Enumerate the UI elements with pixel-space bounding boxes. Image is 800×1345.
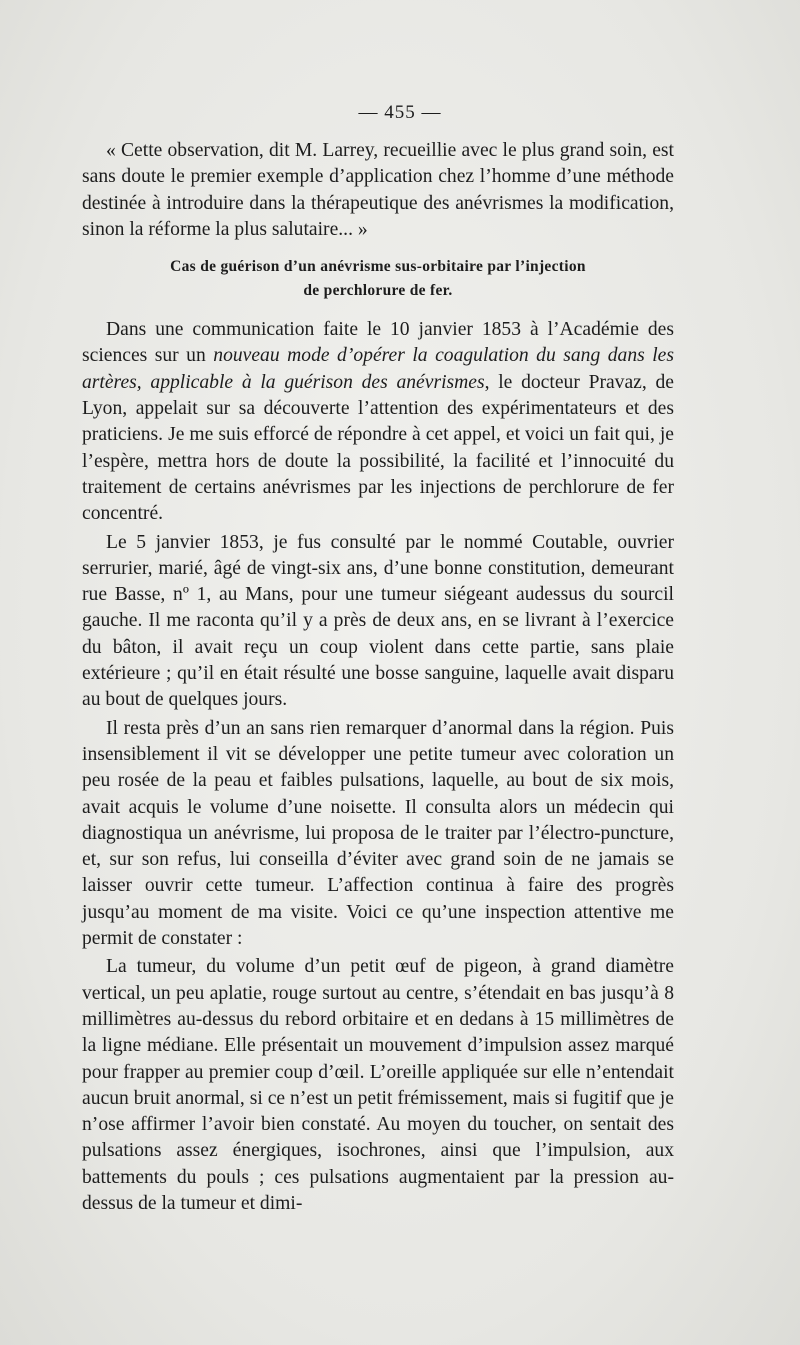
section-heading [82,255,674,303]
paragraph-history: Il resta près d’un an sans rien remarquer d’anormal dans la région. Puis insensiblement il vit se développer une petite tumeur avec coloration un peu rosée de la peau et faibles pulsations, laquelle, au bout de six mois, avait acquis le volume d’une noisette. Il consulta alors un médecin qui diagnostiqua un anévrisme, lui proposa de le traiter par l’électro-puncture, et, sur son refus, lui conseilla d’éviter avec grand soin de ne jamais se laisser ouvrir cette tumeur. L’affection continua à faire des progrès jusqu’au moment de ma visite. Voici ce qu’une inspection attentive me permit de constater : [82,717,674,950]
paragraph-examination: La tumeur, du volume d’un petit œuf de pigeon, à grand diamètre vertical, un peu aplatie, rouge surtout au centre, s’étendait en bas jusqu’à 8 millimètres au-dessus du rebord orbitaire et en dedans à 15 millimètres de la ligne médiane. Elle présentait un mouvement d’impulsion assez marqué pour frapper au premier coup d’œil. L’oreille appliquée sur elle n’entendait aucun bruit anormal, si ce n’est un petit frémissement, mais si fugitif que je n’ose affirmer l’avoir bien constaté. Au moyen du toucher, on sentait des pulsations assez énergiques, isochrones, ainsi que l’impulsion, aux battements du pouls ; ces pulsations augmentaient par la pression au-dessus de la tumeur et dimi- [82,956,674,1214]
heading-line-1: Cas de guérison d’un anévrisme sus-orbitaire par l’injection [170,258,586,276]
page-number: — 455 — [358,102,442,123]
paragraph-2-part-2: , le docteur Pravaz, de Lyon, appelait sur sa découverte l’attention des expérimentateurs et des praticiens. Je me suis efforcé de répondre à cet appel, et voici un fait qui, je l’espère, mettra hors de doute la possibilité, la facilité et l’innocuité du traitement de certains anévrismes par les injections de perchlorure de fer concentré. [82,371,674,525]
paragraph-quote: « Cette observation, dit M. Larrey, recueillie avec le plus grand soin, est sans doute le premier exemple d’application chez l’homme d’une méthode destinée à introduire dans la thérapeutique des anévrismes la modification, sinon la réforme la plus salutaire... » [82,140,674,240]
paragraph-2-italic-title: nouveau mode d’opérer la coagulation du sang dans les artères, applicable à la guérison des anévrismes [82,345,674,393]
page-body [82,138,674,1217]
heading-line-2: de perchlorure de fer. [303,282,453,300]
paragraph-communication [82,317,674,527]
paragraph-consultation: Le 5 janvier 1853, je fus consulté par le nommé Coutable, ouvrier serrurier, marié, âgé de vingt-six ans, d’une bonne constitution, demeurant rue Basse, nº 1, au Mans, pour une tumeur siégeant audessus du sourcil gauche. Il me raconta qu’il y a près de deux ans, en se livrant à l’exercice du bâton, il avait reçu un coup violent dans cette partie, sans plaie extérieure ; qu’il en était résulté une bosse sanguine, laquelle avait disparu au bout de quelques jours. [82,531,674,711]
paragraph-2-part-1: Dans une communication faite le 10 janvier 1853 à l’Académie des sciences sur un [82,319,674,367]
